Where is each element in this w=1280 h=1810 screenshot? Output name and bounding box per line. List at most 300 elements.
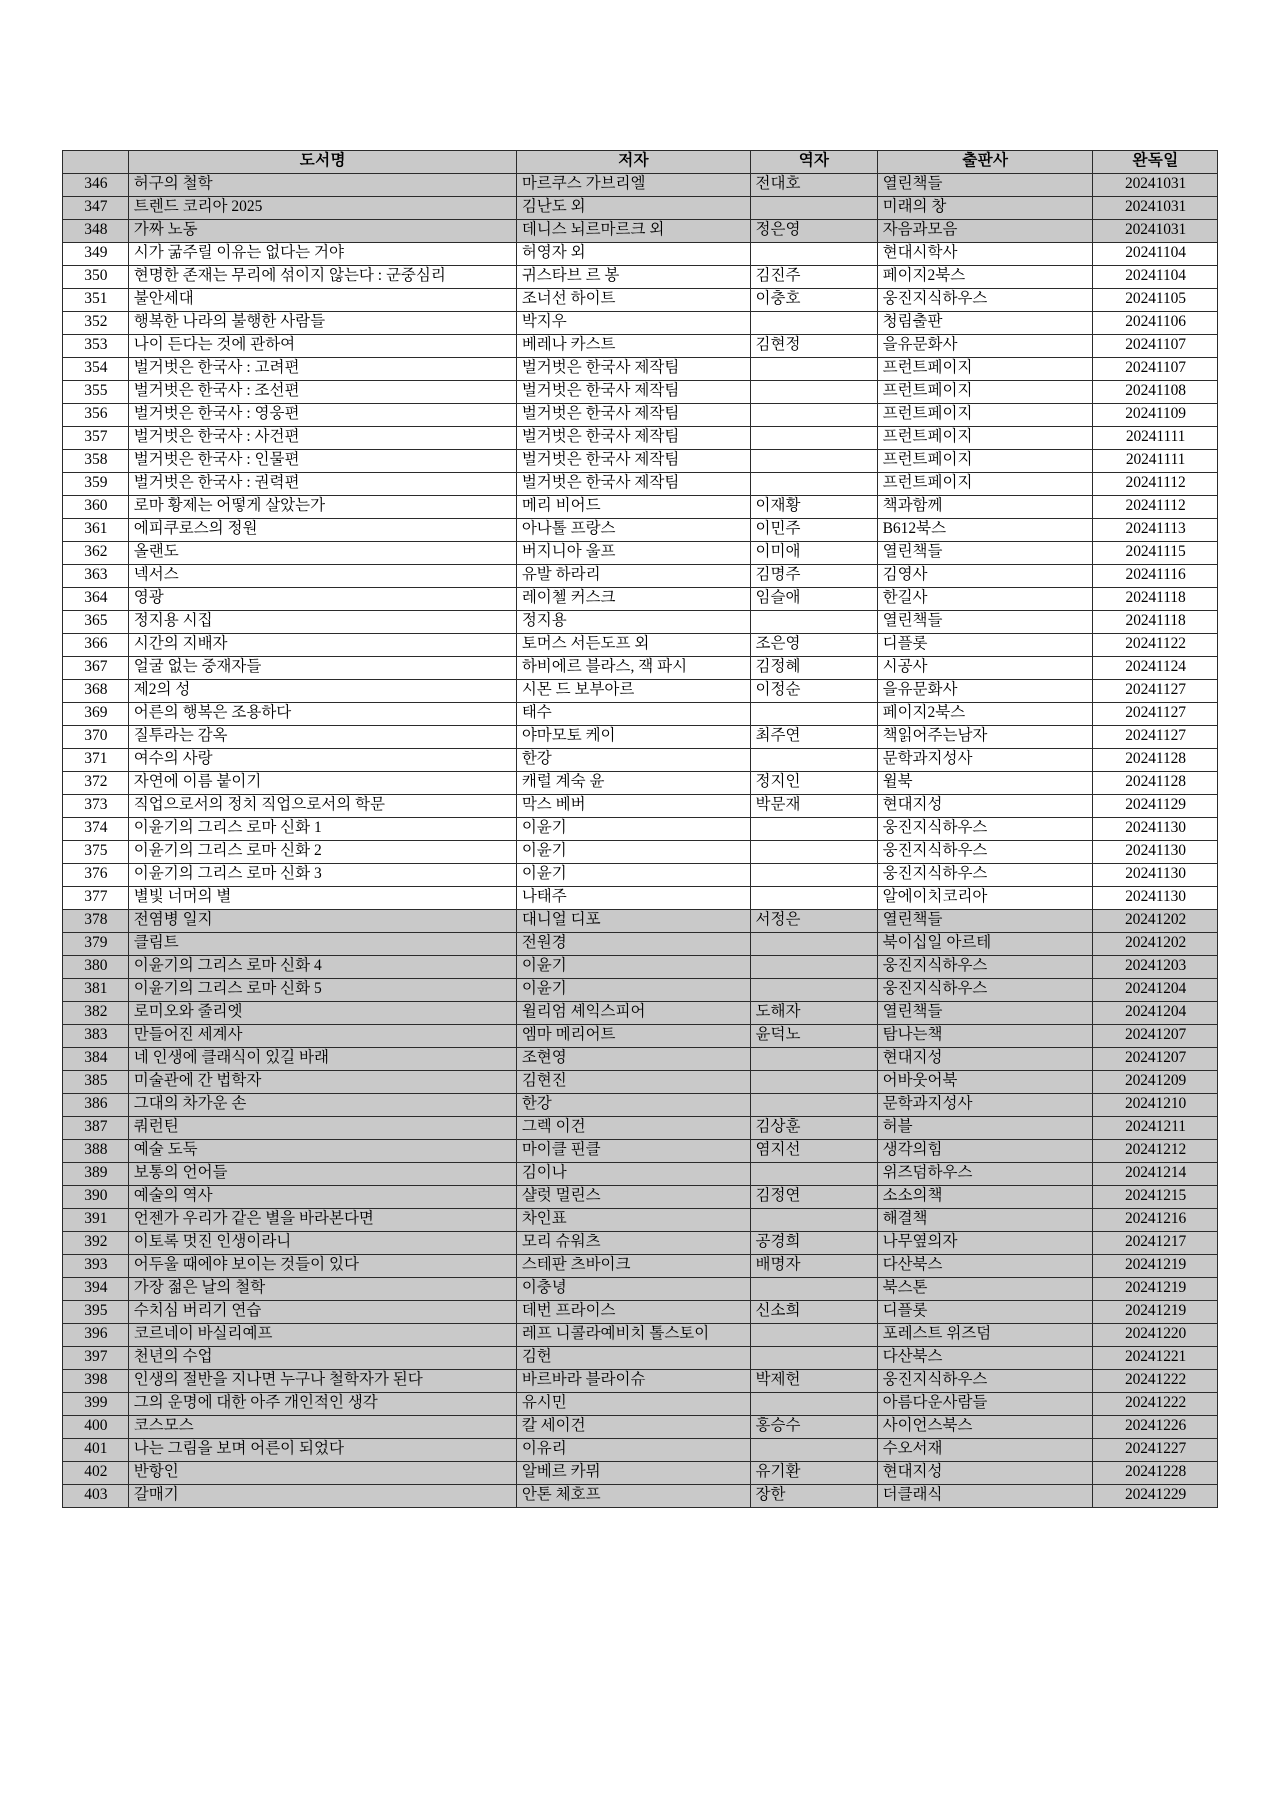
translator-cell: [750, 1393, 877, 1416]
translator-cell: [750, 197, 877, 220]
finished-date-cell: 20241207: [1093, 1048, 1218, 1071]
translator-cell: 임슬애: [750, 588, 877, 611]
publisher-cell: 현대지성: [877, 1462, 1093, 1485]
book-title-cell: 불안세대: [128, 289, 516, 312]
book-title-cell: 여수의 사랑: [128, 749, 516, 772]
translator-cell: 홍승수: [750, 1416, 877, 1439]
translator-cell: [750, 1163, 877, 1186]
row-index-cell: 397: [63, 1347, 129, 1370]
finished-date-cell: 20241129: [1093, 795, 1218, 818]
table-row: [63, 1278, 1218, 1301]
table-row: [63, 749, 1218, 772]
row-index-cell: 352: [63, 312, 129, 335]
row-index-cell: 377: [63, 887, 129, 910]
finished-date-cell: 20241111: [1093, 450, 1218, 473]
translator-cell: [750, 1071, 877, 1094]
table-row: [63, 1025, 1218, 1048]
table-row: [63, 1416, 1218, 1439]
finished-date-cell: 20241130: [1093, 864, 1218, 887]
row-index-cell: 394: [63, 1278, 129, 1301]
row-index-cell: 378: [63, 910, 129, 933]
book-title-cell: 벌거벗은 한국사 : 권력편: [128, 473, 516, 496]
author-cell: 벌거벗은 한국사 제작팀: [516, 358, 750, 381]
author-cell: 마르쿠스 가브리엘: [516, 174, 750, 197]
finished-date-cell: 20241221: [1093, 1347, 1218, 1370]
publisher-cell: 포레스트 위즈덤: [877, 1324, 1093, 1347]
translator-cell: 김진주: [750, 266, 877, 289]
publisher-cell: 웅진지식하우스: [877, 979, 1093, 1002]
book-title-cell: 갈매기: [128, 1485, 516, 1508]
author-cell: 레이첼 커스크: [516, 588, 750, 611]
row-index-cell: 366: [63, 634, 129, 657]
row-index-cell: 385: [63, 1071, 129, 1094]
finished-date-cell: 20241118: [1093, 588, 1218, 611]
book-title-cell: 넥서스: [128, 565, 516, 588]
translator-cell: [750, 1094, 877, 1117]
author-cell: 샬럿 멀린스: [516, 1186, 750, 1209]
finished-date-cell: 20241106: [1093, 312, 1218, 335]
book-title-cell: 시간의 지배자: [128, 634, 516, 657]
publisher-cell: 책읽어주는남자: [877, 726, 1093, 749]
finished-date-cell: 20241130: [1093, 841, 1218, 864]
finished-date-cell: 20241122: [1093, 634, 1218, 657]
translator-cell: 이미애: [750, 542, 877, 565]
finished-date-cell: 20241108: [1093, 381, 1218, 404]
table-row: [63, 542, 1218, 565]
row-index-cell: 347: [63, 197, 129, 220]
publisher-cell: 페이지2북스: [877, 703, 1093, 726]
publisher-cell: 책과함께: [877, 496, 1093, 519]
table-row: [63, 634, 1218, 657]
author-cell: 알베르 카뮈: [516, 1462, 750, 1485]
publisher-cell: 을유문화사: [877, 335, 1093, 358]
translator-cell: [750, 611, 877, 634]
row-index-cell: 355: [63, 381, 129, 404]
book-title-cell: 어두울 때에야 보이는 것들이 있다: [128, 1255, 516, 1278]
author-cell: 귀스타브 르 봉: [516, 266, 750, 289]
finished-date-cell: 20241104: [1093, 266, 1218, 289]
author-cell: 버지니아 울프: [516, 542, 750, 565]
finished-date-cell: 20241216: [1093, 1209, 1218, 1232]
table-row: [63, 680, 1218, 703]
publisher-cell: 북이십일 아르테: [877, 933, 1093, 956]
row-index-cell: 359: [63, 473, 129, 496]
book-title-cell: 로마 황제는 어떻게 살았는가: [128, 496, 516, 519]
author-cell: 벌거벗은 한국사 제작팀: [516, 450, 750, 473]
translator-cell: 김현정: [750, 335, 877, 358]
publisher-cell: 웅진지식하우스: [877, 956, 1093, 979]
row-index-cell: 368: [63, 680, 129, 703]
book-title-cell: 코스모스: [128, 1416, 516, 1439]
finished-date-cell: 20241228: [1093, 1462, 1218, 1485]
finished-date-cell: 20241219: [1093, 1278, 1218, 1301]
row-index-cell: 369: [63, 703, 129, 726]
row-index-cell: 361: [63, 519, 129, 542]
book-title-cell: 트렌드 코리아 2025: [128, 197, 516, 220]
finished-date-cell: 20241222: [1093, 1393, 1218, 1416]
finished-date-cell: 20241107: [1093, 358, 1218, 381]
row-index-cell: 396: [63, 1324, 129, 1347]
finished-date-cell: 20241227: [1093, 1439, 1218, 1462]
translator-cell: [750, 1209, 877, 1232]
table-row: [63, 427, 1218, 450]
publisher-cell: 청림출판: [877, 312, 1093, 335]
author-cell: 막스 베버: [516, 795, 750, 818]
translator-cell: 신소희: [750, 1301, 877, 1324]
finished-date-cell: 20241215: [1093, 1186, 1218, 1209]
table-row: [63, 1186, 1218, 1209]
finished-date-cell: 20241209: [1093, 1071, 1218, 1094]
author-cell: 레프 니콜라예비치 톨스토이: [516, 1324, 750, 1347]
publisher-cell: 현대지성: [877, 1048, 1093, 1071]
row-index-cell: 382: [63, 1002, 129, 1025]
row-index-cell: 353: [63, 335, 129, 358]
table-row: [63, 473, 1218, 496]
publisher-cell: 웅진지식하우스: [877, 818, 1093, 841]
row-index-cell: 392: [63, 1232, 129, 1255]
translator-cell: [750, 1048, 877, 1071]
table-row: [63, 657, 1218, 680]
table-row: [63, 1324, 1218, 1347]
row-index-cell: 362: [63, 542, 129, 565]
translator-cell: [750, 1278, 877, 1301]
book-title-cell: 정지용 시집: [128, 611, 516, 634]
publisher-cell: 한길사: [877, 588, 1093, 611]
book-title-cell: 코르네이 바실리예프: [128, 1324, 516, 1347]
author-cell: 한강: [516, 1094, 750, 1117]
finished-date-cell: 20241112: [1093, 473, 1218, 496]
author-cell: 이유리: [516, 1439, 750, 1462]
author-cell: 한강: [516, 749, 750, 772]
finished-date-cell: 20241128: [1093, 749, 1218, 772]
table-row: [63, 1439, 1218, 1462]
row-index-cell: 370: [63, 726, 129, 749]
book-title-cell: 영광: [128, 588, 516, 611]
book-title-cell: 클림트: [128, 933, 516, 956]
book-title-cell: 행복한 나라의 불행한 사람들: [128, 312, 516, 335]
table-row: [63, 1071, 1218, 1094]
author-cell: 토머스 서든도프 외: [516, 634, 750, 657]
translator-cell: [750, 473, 877, 496]
author-cell: 스테판 츠바이크: [516, 1255, 750, 1278]
row-index-cell: 364: [63, 588, 129, 611]
finished-date-cell: 20241207: [1093, 1025, 1218, 1048]
publisher-cell: 허블: [877, 1117, 1093, 1140]
author-cell: 태수: [516, 703, 750, 726]
author-cell: 시몬 드 보부아르: [516, 680, 750, 703]
finished-date-cell: 20241111: [1093, 427, 1218, 450]
table-row: [63, 1485, 1218, 1508]
table-row: [63, 1117, 1218, 1140]
table-row: [63, 404, 1218, 427]
author-cell: 유발 하라리: [516, 565, 750, 588]
table-row: [63, 588, 1218, 611]
finished-date-cell: 20241204: [1093, 1002, 1218, 1025]
author-cell: 벌거벗은 한국사 제작팀: [516, 404, 750, 427]
publisher-cell: 열린책들: [877, 910, 1093, 933]
finished-date-cell: 20241130: [1093, 818, 1218, 841]
translator-cell: [750, 979, 877, 1002]
row-index-cell: 374: [63, 818, 129, 841]
author-cell: 데번 프라이스: [516, 1301, 750, 1324]
table-row: [63, 956, 1218, 979]
book-title-cell: 어른의 행복은 조용하다: [128, 703, 516, 726]
finished-date-cell: 20241204: [1093, 979, 1218, 1002]
table-row: [63, 1347, 1218, 1370]
author-cell: 김현진: [516, 1071, 750, 1094]
author-cell: 대니얼 디포: [516, 910, 750, 933]
author-cell: 그렉 이건: [516, 1117, 750, 1140]
publisher-cell: 아름다운사람들: [877, 1393, 1093, 1416]
row-index-cell: 379: [63, 933, 129, 956]
publisher-cell: 을유문화사: [877, 680, 1093, 703]
table-row: [63, 174, 1218, 197]
publisher-cell: 더클래식: [877, 1485, 1093, 1508]
row-index-cell: 398: [63, 1370, 129, 1393]
author-cell: 엠마 메리어트: [516, 1025, 750, 1048]
column-header-publisher: 출판사: [877, 151, 1093, 174]
finished-date-cell: 20241226: [1093, 1416, 1218, 1439]
author-cell: 김이나: [516, 1163, 750, 1186]
finished-date-cell: 20241031: [1093, 174, 1218, 197]
table-row: [63, 1094, 1218, 1117]
translator-cell: [750, 381, 877, 404]
translator-cell: [750, 1324, 877, 1347]
row-index-cell: 363: [63, 565, 129, 588]
book-title-cell: 별빛 너머의 별: [128, 887, 516, 910]
table-row: [63, 703, 1218, 726]
publisher-cell: 소소의책: [877, 1186, 1093, 1209]
column-header-translator: 역자: [750, 151, 877, 174]
book-title-cell: 네 인생에 클래식이 있길 바래: [128, 1048, 516, 1071]
table-row: [63, 266, 1218, 289]
translator-cell: [750, 450, 877, 473]
finished-date-cell: 20241217: [1093, 1232, 1218, 1255]
publisher-cell: 열린책들: [877, 174, 1093, 197]
finished-date-cell: 20241112: [1093, 496, 1218, 519]
book-title-cell: 나이 든다는 것에 관하여: [128, 335, 516, 358]
book-title-cell: 로미오와 줄리엣: [128, 1002, 516, 1025]
publisher-cell: 미래의 창: [877, 197, 1093, 220]
translator-cell: [750, 1439, 877, 1462]
publisher-cell: 웅진지식하우스: [877, 289, 1093, 312]
translator-cell: [750, 243, 877, 266]
translator-cell: 정지인: [750, 772, 877, 795]
author-cell: 정지용: [516, 611, 750, 634]
book-title-cell: 가짜 노동: [128, 220, 516, 243]
finished-date-cell: 20241115: [1093, 542, 1218, 565]
translator-cell: 배명자: [750, 1255, 877, 1278]
author-cell: 하비에르 블라스, 잭 파시: [516, 657, 750, 680]
publisher-cell: 어바웃어북: [877, 1071, 1093, 1094]
translator-cell: [750, 841, 877, 864]
table-row: [63, 289, 1218, 312]
finished-date-cell: 20241220: [1093, 1324, 1218, 1347]
book-title-cell: 반항인: [128, 1462, 516, 1485]
table-row: [63, 1002, 1218, 1025]
row-index-cell: 351: [63, 289, 129, 312]
author-cell: 이윤기: [516, 864, 750, 887]
book-title-cell: 현명한 존재는 무리에 섞이지 않는다 : 군중심리: [128, 266, 516, 289]
book-title-cell: 천년의 수업: [128, 1347, 516, 1370]
book-title-cell: 벌거벗은 한국사 : 영웅편: [128, 404, 516, 427]
publisher-cell: 나무옆의자: [877, 1232, 1093, 1255]
row-index-cell: 389: [63, 1163, 129, 1186]
row-index-cell: 383: [63, 1025, 129, 1048]
row-index-cell: 376: [63, 864, 129, 887]
row-index-cell: 386: [63, 1094, 129, 1117]
translator-cell: 이충호: [750, 289, 877, 312]
finished-date-cell: 20241130: [1093, 887, 1218, 910]
row-index-cell: 381: [63, 979, 129, 1002]
book-title-cell: 허구의 철학: [128, 174, 516, 197]
author-cell: 아나톨 프랑스: [516, 519, 750, 542]
finished-date-cell: 20241210: [1093, 1094, 1218, 1117]
author-cell: 나태주: [516, 887, 750, 910]
finished-date-cell: 20241127: [1093, 680, 1218, 703]
author-cell: 마이클 핀클: [516, 1140, 750, 1163]
author-cell: 모리 슈워츠: [516, 1232, 750, 1255]
translator-cell: 박문재: [750, 795, 877, 818]
table-row: [63, 1048, 1218, 1071]
book-title-cell: 이윤기의 그리스 로마 신화 2: [128, 841, 516, 864]
book-title-cell: 그대의 차가운 손: [128, 1094, 516, 1117]
publisher-cell: 다산북스: [877, 1347, 1093, 1370]
table-row: [63, 519, 1218, 542]
finished-date-cell: 20241124: [1093, 657, 1218, 680]
book-title-cell: 쿼런틴: [128, 1117, 516, 1140]
author-cell: 데니스 뇌르마르크 외: [516, 220, 750, 243]
table-row: [63, 358, 1218, 381]
book-title-cell: 자연에 이름 붙이기: [128, 772, 516, 795]
publisher-cell: 사이언스북스: [877, 1416, 1093, 1439]
table-row: [63, 197, 1218, 220]
translator-cell: [750, 956, 877, 979]
translator-cell: 정은영: [750, 220, 877, 243]
book-title-cell: 나는 그림을 보며 어른이 되었다: [128, 1439, 516, 1462]
table-row: [63, 887, 1218, 910]
table-row: [63, 1255, 1218, 1278]
publisher-cell: 열린책들: [877, 1002, 1093, 1025]
table-row: [63, 979, 1218, 1002]
row-index-cell: 403: [63, 1485, 129, 1508]
translator-cell: [750, 864, 877, 887]
publisher-cell: 김영사: [877, 565, 1093, 588]
table-row: [63, 1393, 1218, 1416]
publisher-cell: 다산북스: [877, 1255, 1093, 1278]
table-row: [63, 864, 1218, 887]
book-title-cell: 벌거벗은 한국사 : 고려편: [128, 358, 516, 381]
table-row: [63, 1209, 1218, 1232]
author-cell: 이충녕: [516, 1278, 750, 1301]
column-header-title: 도서명: [128, 151, 516, 174]
finished-date-cell: 20241109: [1093, 404, 1218, 427]
translator-cell: [750, 933, 877, 956]
table-row: [63, 1462, 1218, 1485]
publisher-cell: 프런트페이지: [877, 358, 1093, 381]
row-index-cell: 387: [63, 1117, 129, 1140]
translator-cell: 도해자: [750, 1002, 877, 1025]
translator-cell: 이재황: [750, 496, 877, 519]
table-row: [63, 611, 1218, 634]
book-title-cell: 보통의 언어들: [128, 1163, 516, 1186]
book-title-cell: 만들어진 세계사: [128, 1025, 516, 1048]
book-title-cell: 직업으로서의 정치 직업으로서의 학문: [128, 795, 516, 818]
author-cell: 조너선 하이트: [516, 289, 750, 312]
finished-date-cell: 20241222: [1093, 1370, 1218, 1393]
author-cell: 조현영: [516, 1048, 750, 1071]
column-header-finished-date: 완독일: [1093, 151, 1218, 174]
row-index-cell: 371: [63, 749, 129, 772]
book-title-cell: 이윤기의 그리스 로마 신화 4: [128, 956, 516, 979]
row-index-cell: 349: [63, 243, 129, 266]
translator-cell: [750, 404, 877, 427]
table-row: [63, 933, 1218, 956]
translator-cell: [750, 427, 877, 450]
book-title-cell: 이토록 멋진 인생이라니: [128, 1232, 516, 1255]
author-cell: 박지우: [516, 312, 750, 335]
publisher-cell: 자음과모음: [877, 220, 1093, 243]
publisher-cell: 위즈덤하우스: [877, 1163, 1093, 1186]
translator-cell: [750, 1347, 877, 1370]
row-index-cell: 375: [63, 841, 129, 864]
book-title-cell: 이윤기의 그리스 로마 신화 1: [128, 818, 516, 841]
table-row: [63, 818, 1218, 841]
translator-cell: 이정순: [750, 680, 877, 703]
table-row: [63, 1370, 1218, 1393]
row-index-cell: 393: [63, 1255, 129, 1278]
book-title-cell: 전염병 일지: [128, 910, 516, 933]
book-log-table: [62, 150, 1218, 1508]
table-row: [63, 335, 1218, 358]
book-title-cell: 예술 도둑: [128, 1140, 516, 1163]
publisher-cell: 열린책들: [877, 611, 1093, 634]
translator-cell: [750, 703, 877, 726]
translator-cell: 염지선: [750, 1140, 877, 1163]
translator-cell: [750, 887, 877, 910]
book-title-cell: 인생의 절반을 지나면 누구나 철학자가 된다: [128, 1370, 516, 1393]
finished-date-cell: 20241031: [1093, 220, 1218, 243]
finished-date-cell: 20241219: [1093, 1255, 1218, 1278]
finished-date-cell: 20241031: [1093, 197, 1218, 220]
row-index-cell: 356: [63, 404, 129, 427]
author-cell: 이윤기: [516, 818, 750, 841]
publisher-cell: 웅진지식하우스: [877, 864, 1093, 887]
publisher-cell: 프런트페이지: [877, 473, 1093, 496]
publisher-cell: 페이지2북스: [877, 266, 1093, 289]
table-row: [63, 312, 1218, 335]
author-cell: 이윤기: [516, 956, 750, 979]
book-title-cell: 얼굴 없는 중재자들: [128, 657, 516, 680]
book-title-cell: 언젠가 우리가 같은 별을 바라본다면: [128, 1209, 516, 1232]
finished-date-cell: 20241211: [1093, 1117, 1218, 1140]
publisher-cell: 알에이치코리아: [877, 887, 1093, 910]
table-row: [63, 381, 1218, 404]
publisher-cell: 디플롯: [877, 634, 1093, 657]
column-header-index: [63, 151, 129, 174]
translator-cell: 김명주: [750, 565, 877, 588]
translator-cell: [750, 358, 877, 381]
finished-date-cell: 20241214: [1093, 1163, 1218, 1186]
translator-cell: 장한: [750, 1485, 877, 1508]
author-cell: 칼 세이건: [516, 1416, 750, 1439]
translator-cell: 김상훈: [750, 1117, 877, 1140]
row-index-cell: 399: [63, 1393, 129, 1416]
translator-cell: 최주연: [750, 726, 877, 749]
finished-date-cell: 20241128: [1093, 772, 1218, 795]
table-row: [63, 565, 1218, 588]
finished-date-cell: 20241229: [1093, 1485, 1218, 1508]
